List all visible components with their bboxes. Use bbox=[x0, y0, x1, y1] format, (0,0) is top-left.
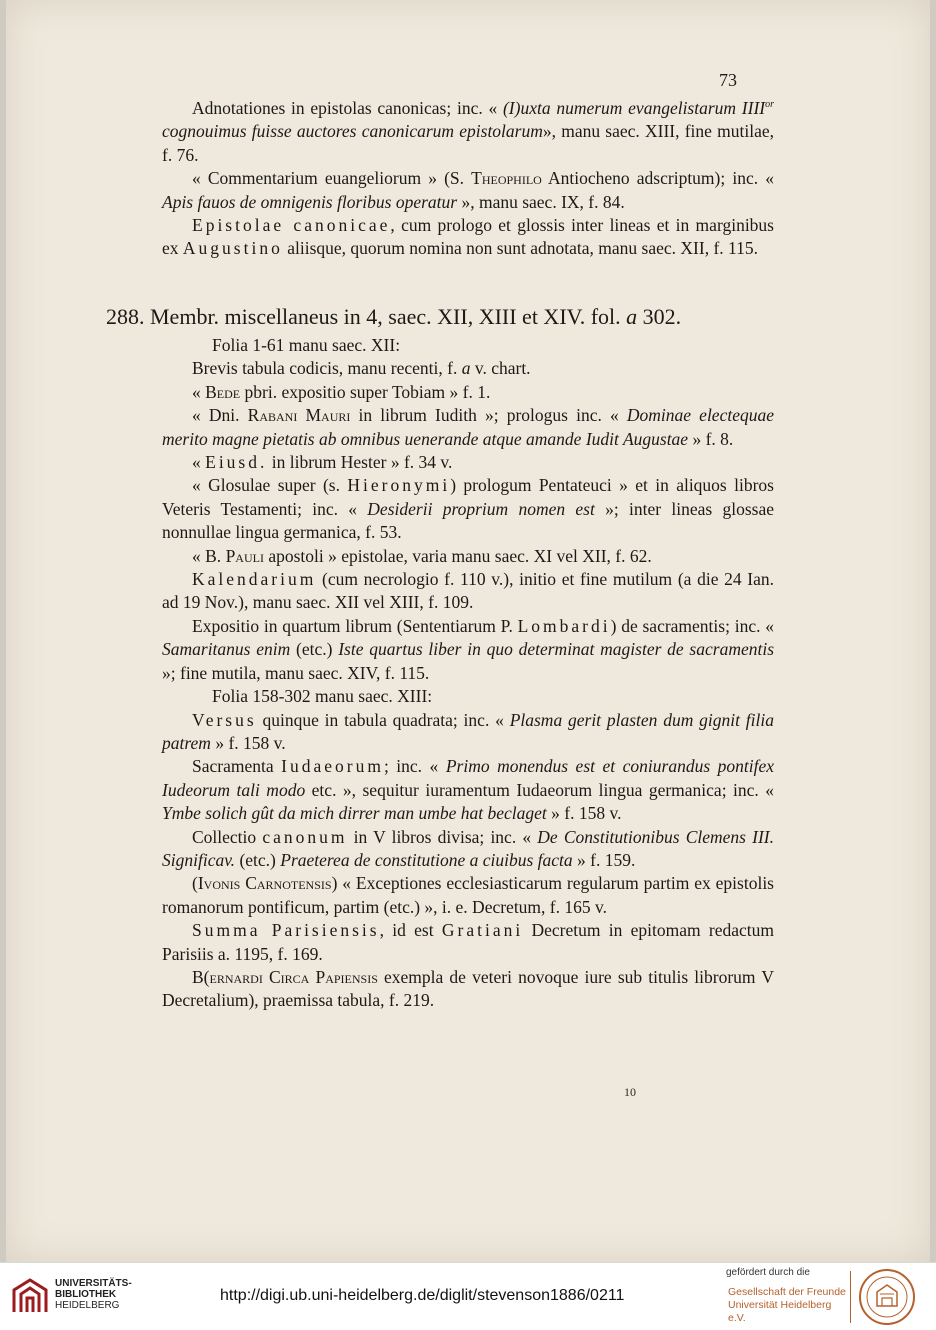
item-rabani: « Dni. Rabani Mauri in librum Iudith »; prologus inc. « Dominae electequae merito magne pietatis ab omnibus uenerande atque amande Iudit Augustae » f. 8. bbox=[162, 405, 774, 449]
page-number: 73 bbox=[719, 70, 737, 90]
library-name-line3: HEIDELBERG bbox=[55, 1300, 120, 1311]
paragraph-adnotationes: Adnotationes in epistolas canonicas; inc. « (I)uxta numerum evangelistarum $IIII^{or}$ cognouimus fuisse auctores canonicarum epistolarum», manu saec. XIII, fine mutilae, f. 76. bbox=[162, 98, 775, 165]
entry-287-continuation bbox=[162, 97, 774, 261]
paragraph-epistolae: Epistolae canonicae, cum prologo et glossis inter lineas et in marginibus ex Augustino aliisque, quorum nomina non sunt adnotata, manu saec. XII, f. 115. bbox=[162, 215, 774, 259]
item-collectio: Collectio canonum in V libros divisa; inc. « De Constitutionibus Clemens III. Significav. (etc.) Praeterea de constitutione a ciuibus facta » f. 159. bbox=[162, 826, 775, 870]
viewer-footer bbox=[0, 1262, 936, 1330]
item-eiusd: « Eiusd. in librum Hester » f. 34 v. bbox=[192, 452, 453, 473]
footer-divider bbox=[850, 1271, 851, 1323]
society-name-line1: Gesellschaft der Freunde bbox=[728, 1286, 846, 1298]
folia-1-61: Folia 1-61 manu saec. XII: bbox=[212, 335, 401, 355]
library-name-line1: UNIVERSITÄTS- bbox=[55, 1278, 132, 1289]
folia-158-302: Folia 158-302 manu saec. XIII: bbox=[212, 686, 433, 707]
item-versus: Versus quinque in tabula quadrata; inc. « Plasma gerit plasten dum gignit filia patrem » f. 158 v. bbox=[162, 709, 774, 753]
entry-288-body bbox=[162, 334, 774, 1013]
item-expositio: Expositio in quartum librum (Sententiarum P. Lombardi) de sacramentis; inc. « Samaritanus enim (etc.) Iste quartus liber in quo determinat magister de sacramentis »; fine mutila, manu saec. XIV, f. 115. bbox=[162, 615, 775, 683]
permalink-url[interactable]: http://digi.ub.uni-heidelberg.de/diglit/stevenson1886/0211 bbox=[220, 1287, 625, 1304]
item-bernardi: B(ernardi Circa Papiensis exempla de veteri novoque iure sub titulis librorum V Decretalium), praemissa tabula, f. 219. bbox=[162, 966, 774, 1011]
item-ivonis: (Ivonis Carnotensis) « Exceptiones ecclesiasticarum regularum partim ex epistolis romanorum pontificum, partim (etc.) », i. e. Decretum, f. 165 v. bbox=[162, 873, 774, 917]
library-name-line2: BIBLIOTHEK bbox=[55, 1289, 117, 1300]
university-seal-icon bbox=[858, 1268, 916, 1326]
society-name-line2: Universität Heidelberg e.V. bbox=[728, 1299, 832, 1324]
item-sacramenta: Sacramenta Iudaeorum; inc. « Primo monendus est et coniurandus pontifex Iudeorum tali modo etc. », sequitur iuramentum Iudaeorum lingua germanica; inc. « Ymbe solich gût da mich dirrer man umbe hat beclaget » f. 158 v. bbox=[162, 756, 775, 824]
sponsor-label: gefördert durch die bbox=[726, 1267, 810, 1278]
item-pauli: « B. Pauli apostoli » epistolae, varia manu saec. XI vel XII, f. 62. bbox=[192, 545, 652, 566]
item-brevis: Brevis tabula codicis, manu recenti, f. a v. chart. bbox=[192, 358, 531, 379]
item-summa: Summa Parisiensis, id est Gratiani Decretum in epitomam redactum Parisiis a. 1195, f. 169. bbox=[162, 920, 774, 964]
entry-288-heading: 288. Membr. miscellaneus in 4, saec. XII, XIII et XIV. fol. a 302. bbox=[106, 304, 682, 329]
scanned-page bbox=[6, 0, 930, 1262]
item-kalendarium: Kalendarium (cum necrologio f. 110 v.), initio et fine mutilum (a die 24 Ian. ad 19 Nov.), manu saec. XII vel XIII, f. 109. bbox=[162, 569, 774, 613]
society-name bbox=[728, 1286, 848, 1325]
library-logo-icon bbox=[10, 1276, 50, 1316]
signature-mark: 10 bbox=[624, 1085, 636, 1099]
item-bede: « Bede pbri. expositio super Tobiam » f. 1. bbox=[192, 381, 491, 402]
paragraph-commentarium: « Commentarium euangeliorum » (S. Theophilo Antiocheno adscriptum); inc. « Apis fauos de omnigenis floribus operatur », manu saec. IX, f. 84. bbox=[162, 168, 774, 212]
item-glosulae: « Glosulae super (s. Hieronymi) prologum Pentateuci » et in aliquos libros Veteris Testamenti; inc. « Desiderii proprium nomen est »; inter lineas glossae nonnullae lingua germanica, f. 53. bbox=[162, 475, 774, 543]
library-name bbox=[55, 1278, 165, 1311]
